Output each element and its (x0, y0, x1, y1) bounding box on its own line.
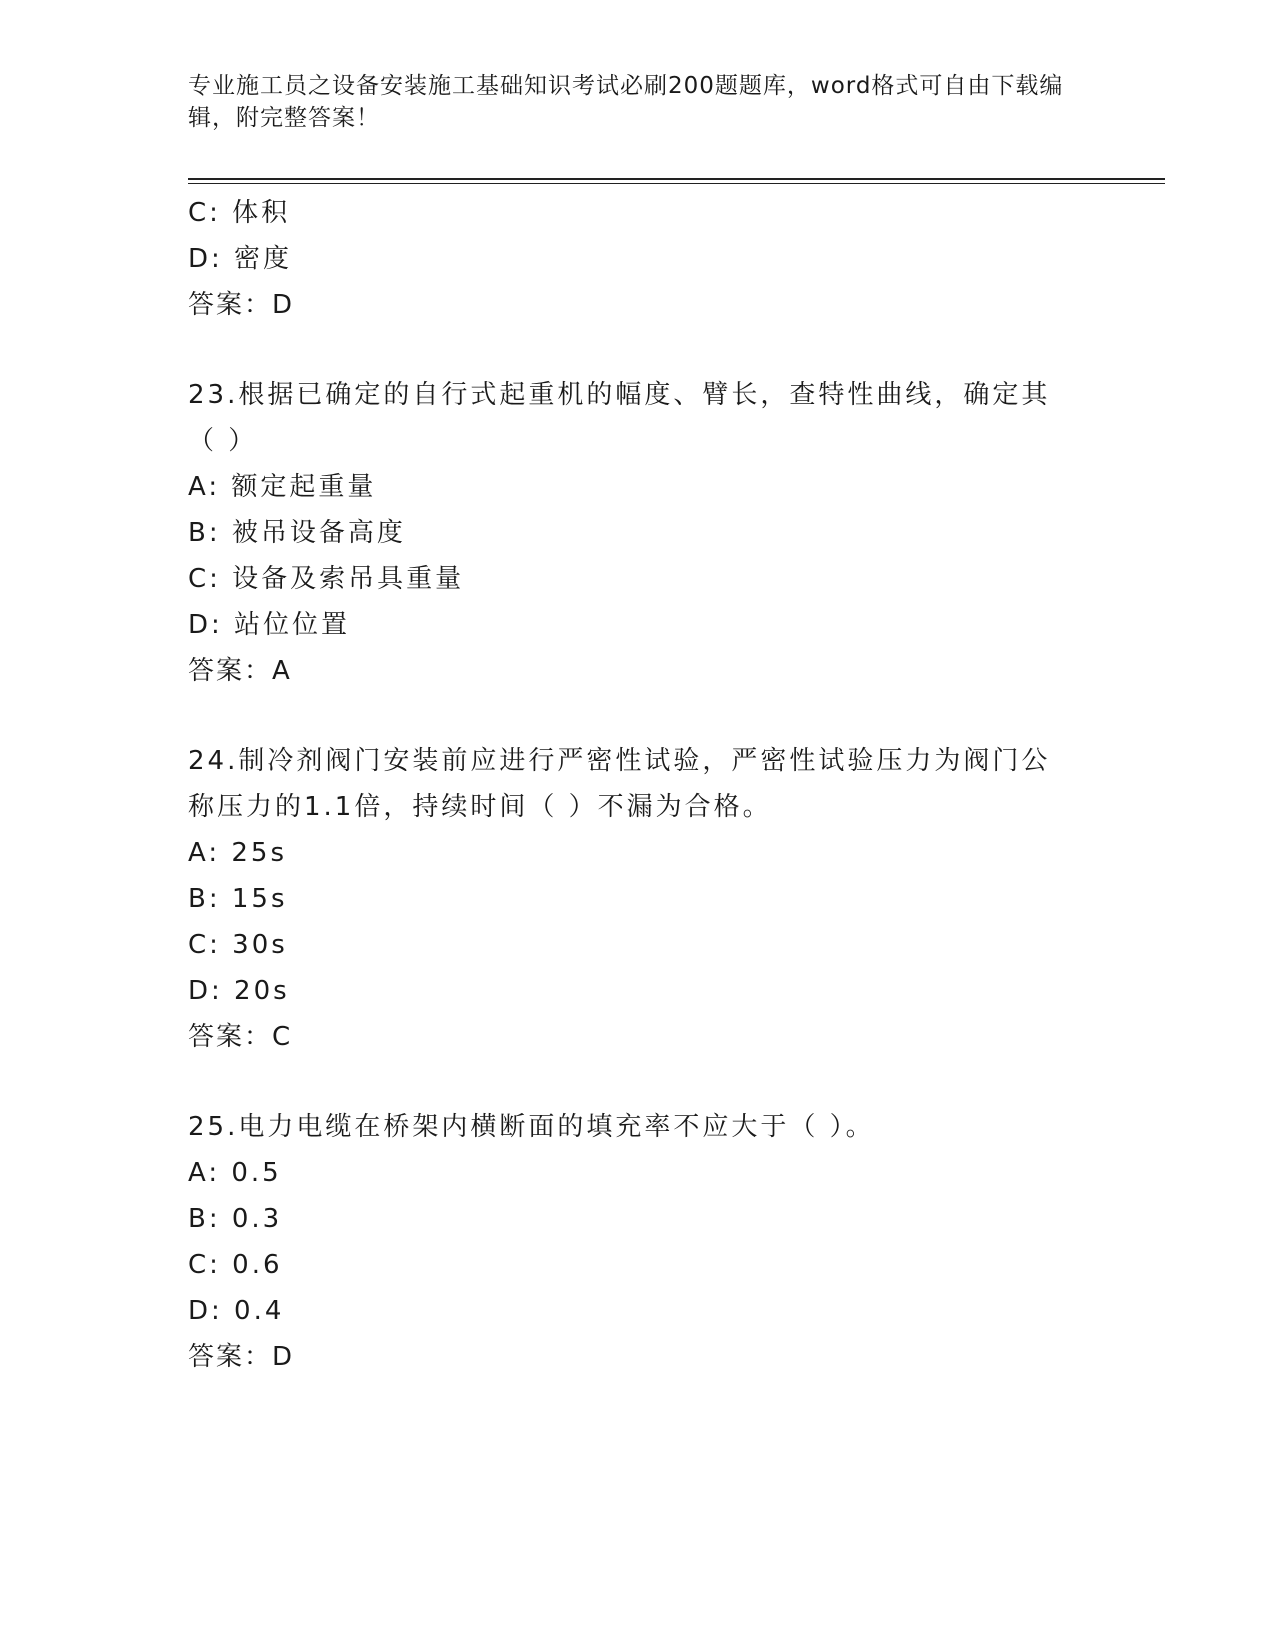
question-stem: 24.制冷剂阀门安装前应进行严密性试验，严密性试验压力为阀门公称压力的1.1倍，持续时间（ ）不漏为合格。 (188, 746, 1051, 822)
option-c: C: 设备及索吊具重量 (188, 564, 465, 594)
spacer (188, 328, 1088, 372)
document-header-title: 专业施工员之设备安装施工基础知识考试必刷200题题库，word格式可自由下载编辑，附完整答案！ (188, 73, 1064, 131)
question-25 (188, 1104, 1088, 1380)
option-b: B: 0.3 (188, 1204, 283, 1234)
header-divider-thin (188, 183, 1165, 184)
option-a: A: 25s (188, 838, 287, 868)
option-a: A: 0.5 (188, 1158, 282, 1188)
option-c: C: 0.6 (188, 1250, 283, 1280)
option-c: C: 体积 (188, 198, 291, 228)
header-divider-thick (188, 178, 1165, 180)
question-23 (188, 372, 1088, 694)
question-list (188, 190, 1088, 1380)
question-22 (188, 190, 1088, 328)
option-d: D: 20s (188, 976, 290, 1006)
answer-label: 答案：D (188, 1342, 295, 1372)
answer-label: 答案：A (188, 656, 292, 686)
option-d: D: 站位位置 (188, 610, 351, 640)
answer-label: 答案：C (188, 1022, 293, 1052)
question-stem: 25.电力电缆在桥架内横断面的填充率不应大于（ ）。 (188, 1112, 875, 1142)
option-b: B: 被吊设备高度 (188, 518, 406, 548)
option-b: B: 15s (188, 884, 288, 914)
option-d: D: 密度 (188, 244, 293, 274)
spacer (188, 694, 1088, 738)
option-d: D: 0.4 (188, 1296, 285, 1326)
option-a: A: 额定起重量 (188, 472, 377, 502)
answer-label: 答案：D (188, 290, 295, 320)
spacer (188, 1060, 1088, 1104)
question-stem: 23.根据已确定的自行式起重机的幅度、臂长，查特性曲线，确定其（ ） (188, 380, 1051, 456)
option-c: C: 30s (188, 930, 288, 960)
question-24 (188, 738, 1088, 1060)
